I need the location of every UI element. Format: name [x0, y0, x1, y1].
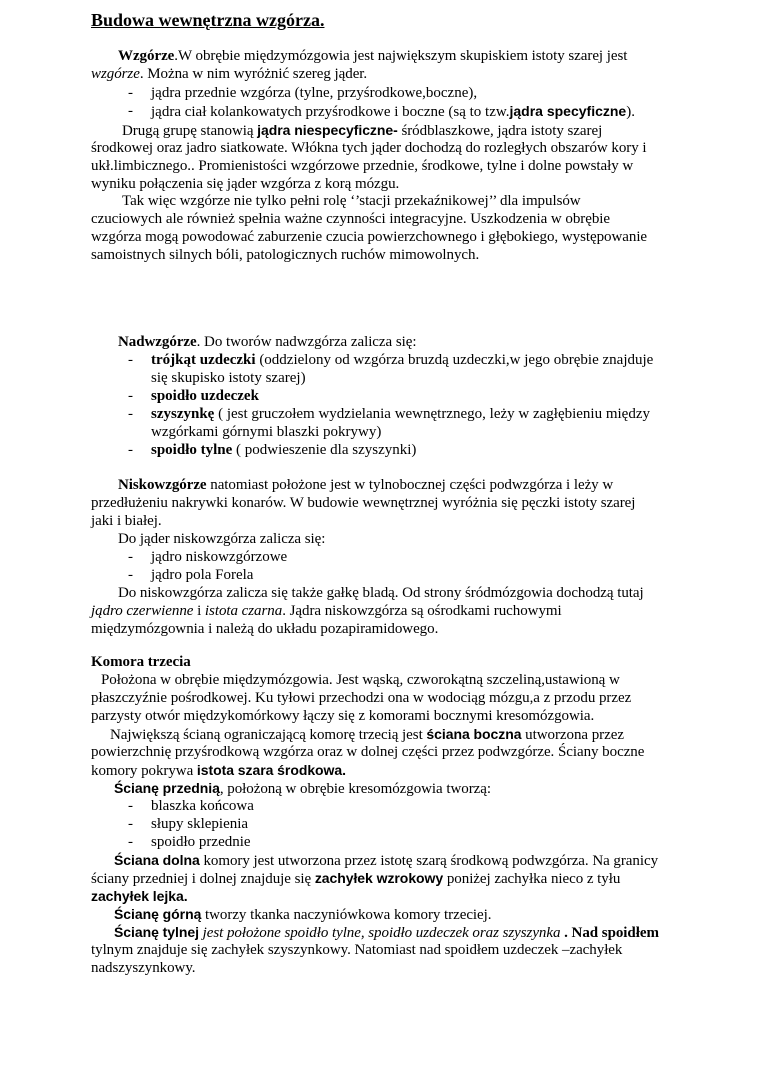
paragraph-line: międzymózgownia i należą do układu pozapiramidowego.	[91, 621, 439, 637]
bullet-dash: -	[128, 834, 133, 850]
list-item: trójkąt uzdeczki (oddzielony od wzgórza bruzdą uzdeczki,w jego obrębie znajduje	[151, 352, 654, 368]
thalamus-intro-line: Wzgórze.W obrębie międzymózgowia jest największym skupiskiem istoty szarej jest	[118, 48, 628, 64]
paragraph-line: jaki i białej.	[91, 513, 162, 529]
bullet-dash: -	[128, 352, 133, 368]
paragraph-line: czuciowych ale również spełnia ważne czynności integracyjne. Uszkodzenia w obrębie	[91, 211, 611, 227]
paragraph-line: wyniku połączenia się jąder wzgórza z korą mózgu.	[91, 176, 400, 192]
list-item-continuation: wzgórkami górnymi blaszki pokrywy)	[151, 424, 382, 440]
bullet-dash: -	[128, 442, 133, 458]
paragraph-line: zachyłek lejka.	[91, 888, 188, 904]
bullet-dash: -	[128, 388, 133, 404]
paragraph-line: Ścianę tylnej jest położone spoidło tylne, spoidło uzdeczek oraz szyszynka . Nad spoidłem	[114, 924, 659, 941]
paragraph-line: Tak więc wzgórze nie tylko pełni rolę ‘’stacji przekaźnikowej’’ dla impulsów	[122, 193, 581, 209]
page-title: Budowa wewnętrzna wzgórza.	[91, 10, 325, 30]
paragraph-line: płaszczyźnie pośrodkowej. Ku tyłowi przechodzi ona w wodociąg mózgu,a z przodu przez	[91, 690, 632, 706]
list-item: słupy sklepienia	[151, 816, 249, 832]
list-item-continuation: się skupisko istoty szarej)	[151, 370, 306, 386]
list-item: spoidło uzdeczek	[151, 388, 259, 404]
bullet-dash: -	[128, 549, 133, 565]
term-subthalamus: Niskowzgórze	[118, 477, 207, 493]
paragraph-line: Do jąder niskowzgórza zalicza się:	[118, 531, 326, 547]
paragraph-line: Ścianę górną tworzy tkanka naczyniówkowa komory trzeciej.	[114, 906, 492, 923]
bullet-dash: -	[128, 816, 133, 832]
epithalamus-heading-line: Nadwzgórze. Do tworów nadwzgórza zalicza się:	[118, 334, 417, 350]
bullet-dash: -	[128, 103, 133, 119]
paragraph-line: nadszyszynkowy.	[91, 960, 196, 976]
paragraph-line: samoistnych silnych bóli, patologicznych ruchów mimowolnych.	[91, 247, 480, 263]
section-heading: Komora trzecia	[91, 654, 191, 670]
list-item: jądro pola Forela	[151, 567, 254, 583]
paragraph-line: jądro czerwienne i istota czarna. Jądra niskowzgórza są ośrodkami ruchowymi	[91, 603, 562, 619]
bullet-dash: -	[128, 85, 133, 101]
bullet-dash: -	[128, 406, 133, 422]
paragraph-line: ukł.limbicznego.. Promienistości wzgórzowe przednie, środkowe, tylne i dolne powstały w	[91, 158, 634, 174]
list-item: jądra przednie wzgórza (tylne, przyśrodkowe,boczne),	[151, 85, 478, 101]
paragraph-line: Ściana dolna komory jest utworzona przez istotę szarą środkową podwzgórza. Na granicy	[114, 852, 659, 869]
paragraph-line: parzysty otwór międzykomórkowy łączy się z komorami bocznymi kresomózgowia.	[91, 708, 595, 724]
paragraph-line: powierzchnię przyśrodkową wzgórza oraz w dolnej części przez podwzgórze. Ściany boczne	[91, 744, 645, 760]
paragraph-line: Ścianę przednią, położoną w obrębie kresomózgowia tworzą:	[114, 780, 491, 797]
thalamus-line-2: wzgórze. Można w nim wyróżnić szereg jąder.	[91, 66, 368, 82]
term-epithalamus: Nadwzgórze	[118, 334, 197, 350]
list-item: jądro niskowzgórzowe	[151, 549, 288, 565]
term-thalamus: Wzgórze	[118, 48, 175, 64]
paragraph-line: Położona w obrębie międzymózgowia. Jest wąską, czworokątną szczeliną,ustawioną w	[101, 672, 620, 688]
list-item: spoidło przednie	[151, 834, 251, 850]
paragraph-line: komory pokrywa istota szara środkowa.	[91, 762, 346, 779]
subthalamus-line-1: Niskowzgórze natomiast położone jest w tylnobocznej części podwzgórza i leży w	[118, 477, 614, 493]
bullet-dash: -	[128, 567, 133, 583]
paragraph-line: Największą ścianą ograniczającą komorę trzecią jest ściana boczna utworzona przez	[110, 726, 624, 743]
paragraph-line: Drugą grupę stanowią jądra niespecyficzne- śródblaszkowe, jądra istoty szarej	[122, 122, 603, 139]
paragraph-line: wzgórza mogą powodować zaburzenie czucia powierzchownego i głębokiego, występowanie	[91, 229, 648, 245]
list-item: jądra ciał kolankowatych przyśrodkowe i boczne (są to tzw.jądra specyficzne).	[151, 103, 635, 120]
list-item: blaszka końcowa	[151, 798, 254, 814]
bullet-dash: -	[128, 798, 133, 814]
paragraph-line: przedłużeniu nakrywki konarów. W budowie wewnętrznej wyróżnia się pęczki istoty szarej	[91, 495, 636, 511]
paragraph-line: ściany przedniej i dolnej znajduje się zachyłek wzrokowy poniżej zachyłka nieco z tyłu	[91, 870, 621, 887]
list-item: spoidło tylne ( podwieszenie dla szyszynki)	[151, 442, 417, 458]
paragraph-line: tylnym znajduje się zachyłek szyszynkowy. Natomiast nad spoidłem uzdeczek –zachyłek	[91, 942, 623, 958]
paragraph-line: środkowej oraz jadro siatkowate. Włókna tych jąder dochodzą do rozległych obszarów kory i	[91, 140, 647, 156]
paragraph-line: Do niskowzgórza zalicza się także gałkę bladą. Od strony śródmózgowia dochodzą tutaj	[118, 585, 644, 601]
list-item: szyszynkę ( jest gruczołem wydzielania wewnętrznego, leży w zagłębieniu między	[151, 406, 650, 422]
